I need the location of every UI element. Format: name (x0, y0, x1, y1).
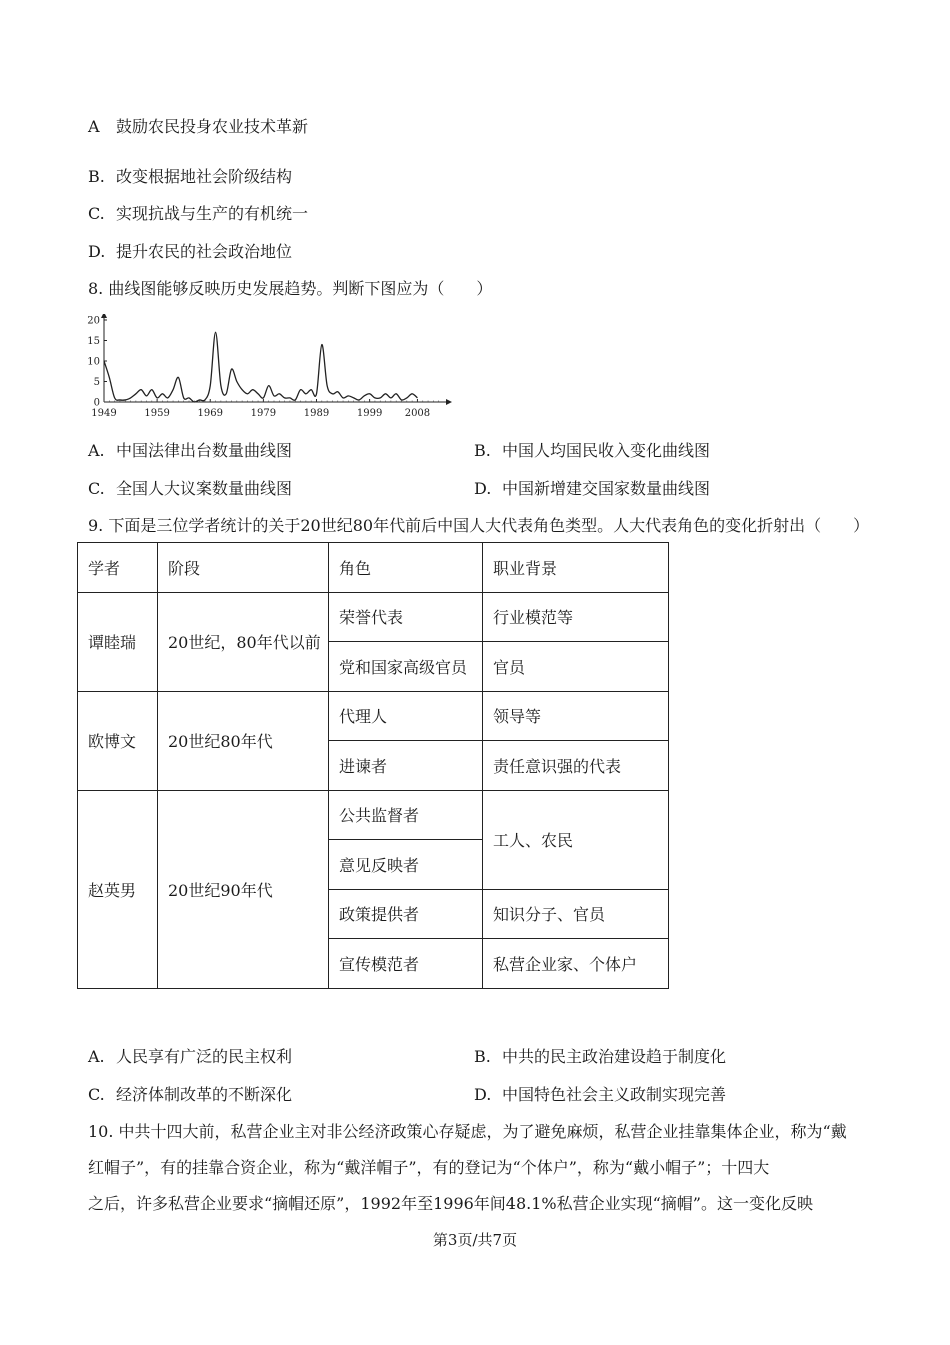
header-scholar: 学者 (78, 543, 158, 593)
y-tick-label: 0 (93, 397, 100, 409)
q8-option-c (88, 479, 292, 499)
x-tick-label: 1999 (356, 408, 383, 419)
series-line (104, 332, 417, 402)
header-period: 阶段 (158, 543, 329, 593)
option-label: C. (88, 479, 105, 498)
option-text: 中国新增建交国家数量曲线图 (502, 479, 711, 498)
role-cell: 党和国家高级官员 (329, 642, 483, 692)
option-label: D. (88, 242, 106, 261)
q8-option-d (474, 479, 710, 499)
y-tick-label: 20 (87, 315, 100, 327)
role-cell: 宣传模范者 (329, 939, 483, 989)
scholar-name: 欧博文 (78, 691, 158, 790)
q8-option-b (474, 441, 710, 461)
option-text: 鼓励农民投身农业技术革新 (116, 117, 309, 136)
q7-option-b (88, 167, 292, 187)
scholar-period: 20世纪80年代 (158, 691, 329, 790)
option-text: 中国人均国民收入变化曲线图 (502, 441, 711, 460)
table-row (78, 691, 669, 741)
x-tick-label: 1959 (144, 408, 170, 419)
option-label: B. (474, 1047, 491, 1066)
page-footer: 第3页/共7页 (432, 1231, 518, 1249)
role-cell: 意见反映者 (329, 840, 483, 890)
role-cell: 政策提供者 (329, 889, 483, 939)
q7-option-d (88, 242, 292, 262)
table-header-row (78, 543, 669, 593)
y-tick-label: 10 (87, 356, 100, 368)
option-label: A. (88, 1047, 105, 1066)
q8-stem: 8. 曲线图能够反映历史发展趋势。判断下图应为（ ） (88, 279, 493, 298)
scholar-name: 赵英男 (78, 790, 158, 988)
q9-option-a (88, 1047, 292, 1067)
q7-option-a (88, 117, 308, 137)
role-cell: 荣誉代表 (329, 592, 483, 642)
q10-line-2: 红帽子”，有的挂靠合资企业，称为“戴洋帽子”，有的登记为“个体户”，称为“戴小帽子”；十四大 (88, 1158, 770, 1177)
option-label: D. (474, 1085, 492, 1104)
x-tick-label: 2008 (404, 408, 431, 419)
option-text: 经济体制改革的不断深化 (116, 1085, 293, 1104)
option-label: C. (88, 1085, 105, 1104)
background-cell: 领导等 (483, 691, 669, 741)
q7-option-c (88, 204, 308, 224)
scholar-period: 20世纪90年代 (158, 790, 329, 988)
x-axis-arrow (446, 399, 452, 405)
option-text: 改变根据地社会阶级结构 (116, 167, 293, 186)
background-cell: 行业模范等 (483, 592, 669, 642)
y-axis-arrow (101, 314, 107, 318)
role-cell: 进谏者 (329, 741, 483, 791)
q9-stem: 9. 下面是三位学者统计的关于20世纪80年代前后中国人大代表角色类型。人大代表角色的变化折射出（ ） (88, 516, 870, 535)
scholar-period: 20世纪，80年代以前 (158, 592, 329, 691)
background-cell: 官员 (483, 642, 669, 692)
x-tick-label: 1989 (303, 408, 330, 419)
q8-option-a (88, 441, 292, 461)
q9-option-b (474, 1047, 726, 1067)
background-cell: 责任意识强的代表 (483, 741, 669, 791)
background-cell: 私营企业家、个体户 (483, 939, 669, 989)
option-text: 全国人大议案数量曲线图 (116, 479, 293, 498)
option-text: 中国特色社会主义政制实现完善 (502, 1085, 727, 1104)
option-label: C. (88, 204, 105, 223)
q8-line-chart (82, 314, 454, 426)
x-tick-label: 1979 (250, 408, 277, 419)
q9-roles-table (77, 542, 669, 989)
header-background: 职业背景 (483, 543, 669, 593)
role-cell: 代理人 (329, 691, 483, 741)
option-text: 人民享有广泛的民主权利 (116, 1047, 293, 1066)
x-tick-label: 1949 (91, 408, 117, 419)
q9-option-d (474, 1085, 726, 1105)
option-text: 提升农民的社会政治地位 (116, 242, 293, 261)
q10-line-3: 之后，许多私营企业要求“摘帽还原”，1992年至1996年间48.1%私营企业实现“摘帽”。这一变化反映 (88, 1194, 813, 1213)
scholar-name: 谭睦瑞 (78, 592, 158, 691)
header-role: 角色 (329, 543, 483, 593)
option-text: 中国法律出台数量曲线图 (116, 441, 293, 460)
option-text: 中共的民主政治建设趋于制度化 (502, 1047, 727, 1066)
q10-line-1: 10. 中共十四大前，私营企业主对非公经济政策心存疑虑，为了避免麻烦，私营企业挂靠集体企业，称为“戴 (88, 1122, 847, 1141)
option-label: B. (88, 167, 105, 186)
background-cell: 知识分子、官员 (483, 889, 669, 939)
y-tick-label: 5 (93, 377, 100, 388)
option-label: D. (474, 479, 492, 498)
x-tick-label: 1969 (197, 408, 223, 419)
option-label: A (88, 117, 100, 136)
q9-option-c (88, 1085, 292, 1105)
option-text: 实现抗战与生产的有机统一 (116, 204, 309, 223)
background-cell: 工人、农民 (483, 790, 669, 889)
y-tick-label: 15 (87, 336, 100, 347)
option-label: B. (474, 441, 491, 460)
table-row (78, 790, 669, 840)
table-row (78, 592, 669, 642)
option-label: A. (88, 441, 105, 460)
role-cell: 公共监督者 (329, 790, 483, 840)
